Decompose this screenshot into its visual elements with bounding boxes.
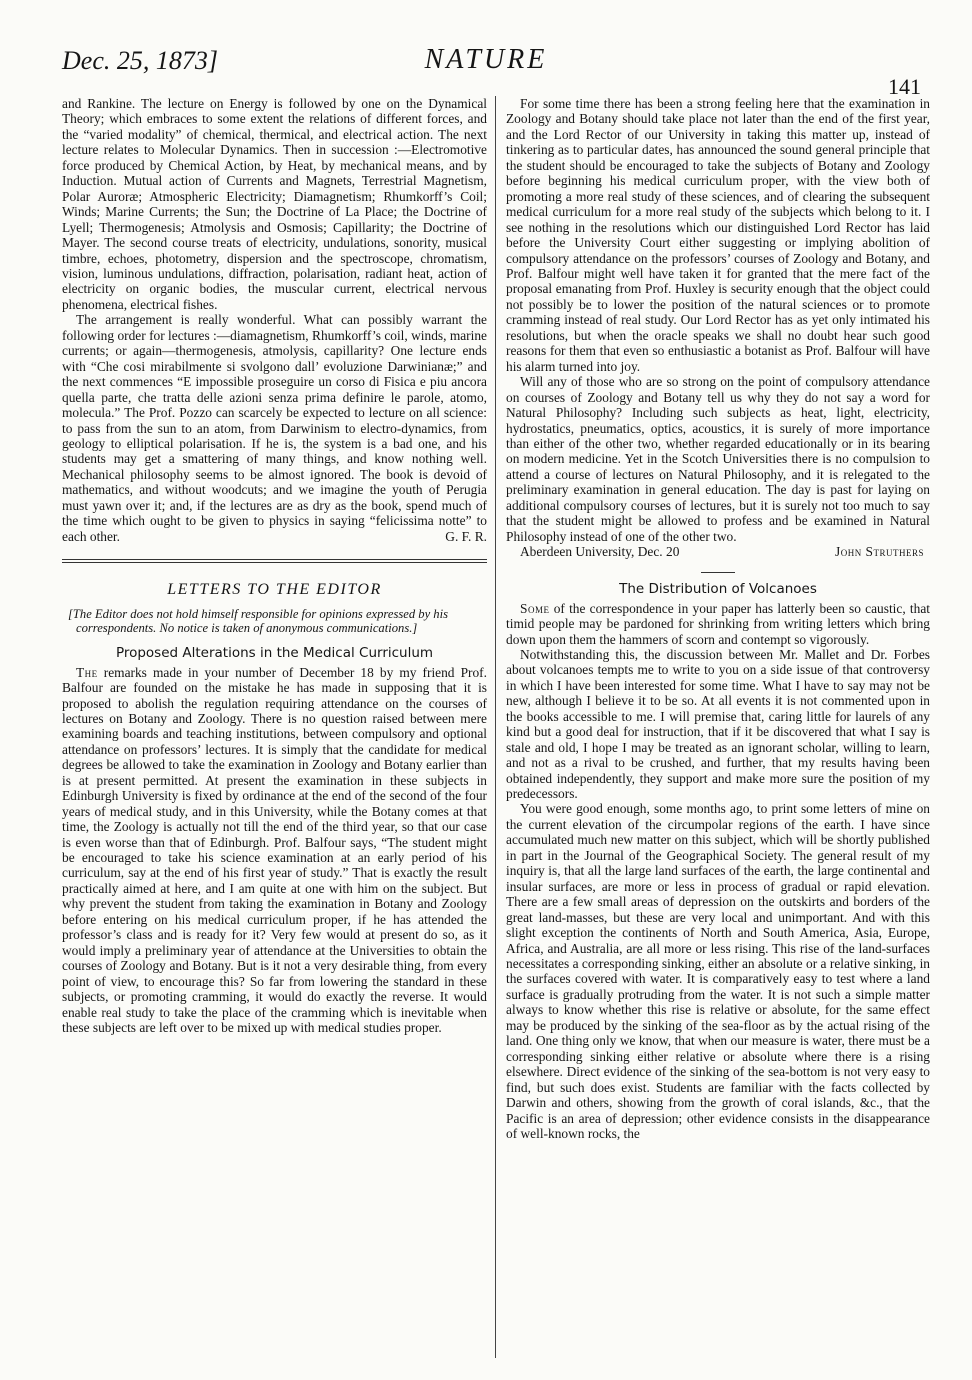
letter-paragraph (62, 665, 487, 1036)
issue-date: Dec. 25, 1873] (62, 46, 218, 75)
editor-disclaimer: [The Editor does not hold himself responsible for opinions expressed by his correspondents. No notice is taken of anonymous communications.] (68, 606, 449, 635)
physics-review-paragraph: and Rankine. The lecture on Energy is followed by one on the Dynamical Theory; which embraces to some extent the relations of different forces, and the “varied modality” of chemical, thermical, and electrical action. The next lecture relates to Molecular Dynamics. Then in succession :—Electromotive force produced by Chemical Action, by Heat, by mechanical means, and by Induction. Mutual action of Currents and Magnets, Terrestrial Magnetism, Polar Auroræ; Atmospheric Electricity; Diamagnetism; Rhumkorff’s Coil; Winds; Marine Currents; the Sun; the Doctrine of La Place; the Doctrine of Lyell; Thermogenesis; Atmolysis and Osmosis; Capillarity; the Doctrine of Mayer. The second course treats of electricity, undulations, sonority, musical timbre, echoes, photometry, dispersion and the spectroscope, chromatism, vision, luminous undulations, diffraction, polarisation, radiant heat, action of electricity on organic bodies, the muscular current, electrical nervous phenomena, electrical fishes. (62, 96, 487, 312)
lead-word: Some (520, 600, 550, 616)
letter-paragraph: You were good enough, some months ago, to print some letters of mine on the current elevation of the circumpolar regions of the earth. I have since accumulated much new matter on this subject, which will be shortly published in part in the Journal of the Geographical Society. The general result of my inquiry is, that all the large land surfaces of the earth, the large continental and insular surfaces, are more or less in process of gradual or rapid elevation. There are a few small areas of depression on the outskirts and borders of the great land-masses, but these are very local and unimportant. And with this slight exception the continents of North and South America, Asia, Europe, Africa, and Australia, are all more or less rising. This rise of the land-surfaces necessitates a corresponding sinking, either an absolute or a relative sinking, in the surfaces covered with water. It is comparatively easy to test where a land surface is gradually protruding from the water. It is not such a simple matter always to know whether this rise is relative or absolute, for the same effect may be produced by the sinking of the sea-floor as by the actual rising of the land. One thing only we know, that when our measure is water, there must be a corresponding sinking either relative or absolute where there is a rising elsewhere. Direct evidence of the sinking of the sea-bottom is not very easy to find, but such does exist. Students are familiar with the facts collected by Darwin and others, showing from the growth of coral islands, &c., that the Pacific is an area of depression; other evidence consists in the disappearance of well-known rocks, the (506, 801, 930, 1141)
letter-divider (701, 572, 735, 573)
review-signature: G. F. R. (445, 529, 487, 545)
letter-paragraph: For some time there has been a strong feeling here that the examination in Zoology and Botany should take place not later than the end of the first year, and the Lord Rector of our University in taking this matter up, instead of tinkering as to particular dates, has announced the sound general principle that the student should be encouraged to take the subjects of Botany and Zoology before beginning his medical curriculum proper, with the view both of promoting a more real study of these sciences, and of clearing the subsequent medical curriculum for a more real study of the subjects which belong to it. I see nothing in the resolutions which our distinguished Lord Rector has laid before the University Court either suggesting or implying abolition of compulsory attendance on the professors’ courses of Zoology and Botany, and Prof. Balfour might well have taken it for granted that the mere fact of the proposal emanating from Prof. Huxley is security enough that the object could not possibly be to lower the position of the natural sciences or to promote cramming instead of real study. Our Lord Rector has as yet only intimated his resolutions, but when the oracle speaks we shall no doubt hear such good reasons for them that even so enthusiastic a botanist as Prof. Balfour will have his alarm turned into joy. (506, 96, 930, 374)
letter-signature (506, 544, 930, 559)
journal-title: NATURE (424, 44, 548, 75)
letter-heading: The Distribution of Volcanoes (619, 580, 817, 597)
letter-heading: Proposed Alterations in the Medical Curriculum (115, 644, 434, 661)
page-number: 141 (888, 74, 921, 99)
letter-paragraph: Notwithstanding this, the discussion between Mr. Mallet and Dr. Forbes about volcanoes tempts me to write to you on a side issue of that controversy in which I have been interested for some time. What I have to say may not be new, although I believe it to be so. At all events it is not commented upon in the books accessible to me. I will premise that, caring little for laurels of any kind but a good deal for instruction, that if it be discovered that what I say is stale and old, I hope I may be treated as an ignorant scholar, willing to learn, and not as a rival to be crushed, and further, that my results having been obtained independently, they support and make more sure the position of my predecessors. (506, 646, 930, 802)
section-divider (62, 559, 487, 563)
right-column (506, 96, 930, 1366)
letter-paragraph (506, 601, 930, 647)
lead-word: The (76, 664, 98, 680)
section-heading: LETTERS TO THE EDITOR (167, 580, 382, 598)
column-divider (495, 96, 496, 1358)
letter-paragraph: Will any of those who are so strong on the point of compulsory attendance on courses of Zoology and Botany tell us why they do not say a word for Natural Philosophy? Including such subjects as heat, light, electricity, hydrostatics, pneumatics, optics, acoustics, it is surely of more importance than either of the other two, whether regarded educationally or in its bearing on modern medicine. Yet in the Scotch Universities there is no compulsion to attend a course of lectures on Natural Philosophy, and it is relegated to the preliminary examination in general education. The day is past for laying on additional compulsory courses of lectures, but it is surely not too much to say that the student might be allowed to profess and be examined in Natural Philosophy instead of one of the other two. (506, 374, 930, 544)
left-column (62, 96, 487, 1366)
letter-body: remarks made in your number of December 18 by my friend Prof. Balfour are founded on the mistake he has made in supposing that it is proposed to abolish the regulation requiring attendance on the courses of lectures on Botany and Zoology. There is no question raised between mere examining boards and teaching institutions, between compulsory and optional attendance on professors’ lectures. It is simply that the candidate for medical degrees be allowed to take the examination in Zoology and Botany earlier than is at present permitted. At present the examination in these subjects in Edinburgh University is fixed by ordinance at the end of the second of the four years of medical study, and in this University, while the Botany comes at that time, the Zoology is actually not till the end of the third year, so that our case is even worse than that of Edinburgh. Prof. Balfour says, “The student might be encouraged to take his science examination at an early period of his curriculum, say at the end of his first year of study.” That is exactly the result practically aimed at here, and I am quite at one with him on the subject. But why prevent the student from taking the examination in Botany and Zoology before entering on his medical curriculum proper, if he has attended the professor’s class and is ready for it? Very few would at present do so, as it would imply a preliminary year of attendance at the Universities to obtain the courses of Zoology and Botany. But is it not a very desirable thing, from every point of view, to encourage this? So far from lowering the standard in these subjects, or promoting cramming, it would do exactly the reverse. It would enable real study to take the place of the cramming which is inevitable when these subjects are left over to be mixed up with medical studies proper. (62, 664, 487, 1036)
letter-body: of the correspondence in your paper has latterly been so caustic, that timid people may be pardoned for shrinking from writing letters which bring down upon them the hammers of scorn and contempt so vigorously. (506, 600, 930, 647)
author-name: John Struthers (834, 544, 924, 560)
physics-review-paragraph: The arrangement is really wonderful. What can possibly warrant the following order for lectures :—diamagnetism, Rhumkorff’s coil, winds, marine currents; or again—thermogenesis, atmolysis, capillarity? One lecture ends with “Che cosi mirabilmente si svolgono dall’ evoluzione Darwinianæ;” and the next commences “E impossible proseguire un corso di Fisica e piu ancora quella parte, che tratta delle azioni senza prima definire le parole, atomo, molecula.” The Prof. Pozzo can scarcely be expected to lecture on all science: to pass from the sun to an atom, from Darwinism to electro-dynamics, from geology to elliptical polarisation. If he is, the system is a bad one, and his students may get a smattering of many things, and know nothing well. Mechanical philosophy seems to be almost ignored. The book is devoid of mathematics, and without woodcuts; and we imagine the youth of Perugia must yawn over it; and, if the lectures are as dry as the book, spend much of the time which ought to be given to physics in saying “felicissima notte” to each other. (62, 312, 487, 544)
place-date: Aberdeen University, Dec. 20 (520, 544, 680, 560)
